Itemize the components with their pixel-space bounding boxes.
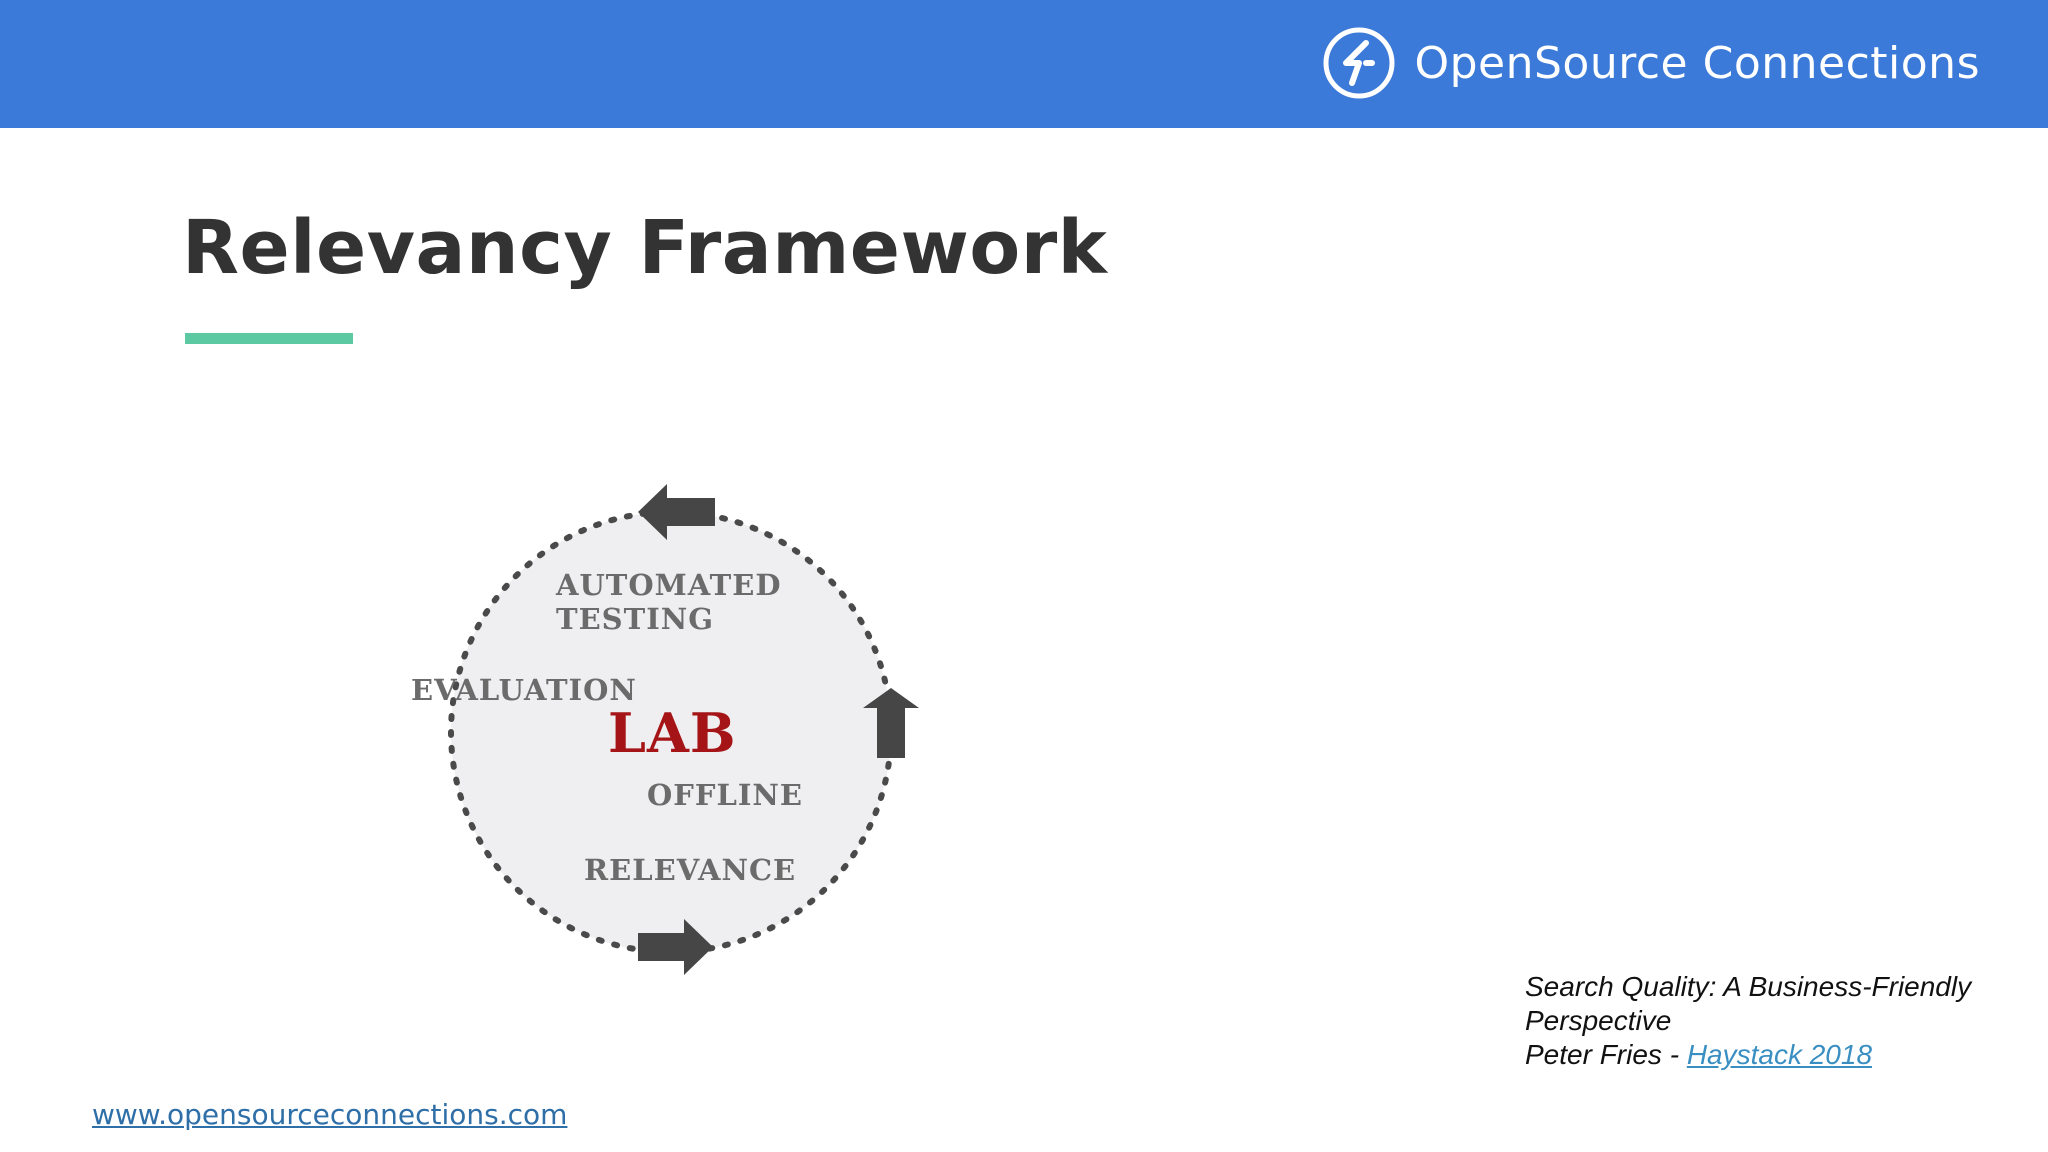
label-automated-testing: [556, 568, 781, 636]
relevancy-lab-diagram: [380, 460, 940, 1000]
label-relevance: RELEVANCE: [584, 853, 797, 887]
opensource-connections-logo-icon: [1322, 26, 1396, 100]
header-bar: [0, 0, 2048, 128]
citation-author: [1525, 1038, 1985, 1072]
haystack-link[interactable]: Haystack 2018: [1686, 1039, 1873, 1070]
website-link[interactable]: www.opensourceconnections.com: [92, 1098, 568, 1131]
label-evaluation: EVALUATION: [411, 673, 637, 707]
label-offline: OFFLINE: [647, 778, 804, 812]
brand-name: OpenSource Connections: [1414, 37, 1980, 89]
citation-author-text: Peter Fries -: [1525, 1039, 1687, 1070]
citation-title-line1: Search Quality: A Business-Friendly: [1525, 971, 1972, 1002]
brand: [1322, 26, 1980, 100]
label-automated: AUTOMATED: [556, 568, 782, 602]
slide-title: Relevancy Framework: [182, 205, 1108, 291]
label-testing: TESTING: [556, 602, 715, 636]
title-underline: [185, 333, 353, 344]
label-lab: LAB: [608, 701, 737, 765]
citation-title-line2: Perspective: [1525, 1005, 1672, 1036]
citation: [1525, 970, 1985, 1072]
